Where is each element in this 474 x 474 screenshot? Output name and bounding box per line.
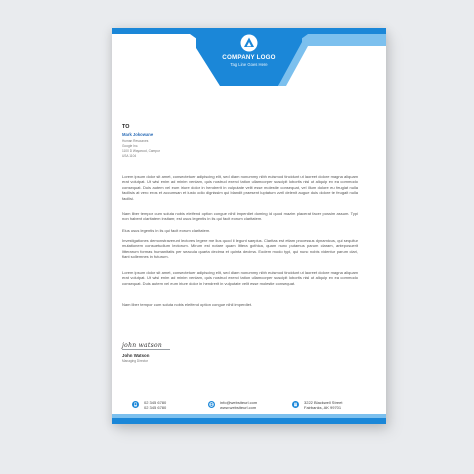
body-paragraph: Lorem ipsum dolor sit amet, consectetuer adipiscing elit, sed diam nonummy nibh euismod tincidunt ut laoreet dolore magna aliquam erat volutpat. Ut wisi enim ad minim veniam, quis nostrud exerci tation ullamcorper suscipit lobortis nisl ut aliquip ex ea commodo consequat. Duis autem vel eum iriure dolor in hendrerit in vulputate velit esse molestie consequat, vel illum dolore eu feugiat nulla facilisis at vero eros et accumsan et iusto odio dignissim qui blandit praesent luptatum zzril delenit augue duis dolore te feugait nulla facilisi.	[122, 174, 358, 201]
building-icon	[292, 401, 299, 408]
globe-icon	[208, 401, 215, 408]
body-paragraph: Lorem ipsum dolor sit amet, consectetuer adipiscing elit, sed diam nonummy nibh euismod tincidunt ut laoreet dolore magna aliquam erat volutpat. Ut wisi enim ad minim veniam, quis nostrud exerci tation ullamcorper suscipit lobortis nisl ut aliquip ex ea commodo consequat. Duis autem vel eum iriure dolor in hendrerit in vulputate velit esse molestie consequat.	[122, 270, 358, 286]
phone-number: 02 345 6780	[144, 400, 167, 405]
recipient-line: USA 1104	[122, 154, 137, 158]
recipient-line: Google Inc.	[122, 144, 139, 148]
body-paragraph: Nam liber tempor cum soluta nobis eleifend option congue nihil imperdiet.	[122, 302, 253, 307]
recipient-line: Human Resources	[122, 139, 149, 143]
email-address: info@websiteurl.com	[220, 400, 258, 405]
sender-name: John Watson	[122, 353, 150, 358]
contact-web	[220, 400, 257, 411]
body-paragraph: Eius usus legentis in iis qui facit eorum claritatem.	[122, 228, 211, 233]
phone-number: 02 345 6780	[144, 405, 167, 411]
company-logo	[112, 34, 386, 67]
phone-icon	[132, 401, 139, 408]
header-decoration	[112, 28, 386, 424]
recipient-line: 1100 D Waywood, Campur	[122, 149, 160, 153]
handwritten-signature: john watson	[122, 342, 163, 349]
contact-phone	[144, 400, 166, 411]
company-name: COMPANY LOGO	[222, 54, 276, 61]
address-line: Fairbanks, AK 99701	[304, 405, 342, 411]
triangle-logo-icon	[240, 34, 258, 52]
company-tagline: Tag Line Goes Here	[230, 62, 268, 67]
letterhead-page	[112, 28, 386, 424]
website-url: www.websiteurl.com	[220, 405, 257, 411]
signature-line	[122, 349, 170, 350]
body-paragraph: Investigationes demonstraverunt lectores legere me lius quod ii legunt saepius. Claritas est etiam processus dynamicus, qui sequitur mutationem consuetudium lectorum. Mirum est notare quam littera gothica, quam nunc putamus parum claram, anteposuerit litterarum formas humanitatis per seacula quarta decima et quinta decima. Eodem modo typi, qui nunc nobis videntur parum clari, fiant sollemnes in futurum.	[122, 238, 358, 260]
contact-address	[304, 400, 342, 411]
address-line: 3222 Blackwell Street	[304, 400, 343, 405]
recipient-name: Mark Jokowane	[122, 132, 154, 137]
to-label: TO	[122, 124, 130, 130]
sender-title: Managing Director	[122, 359, 149, 363]
body-paragraph: Nam liber tempor cum soluta nobis eleifend option congue nihil imperdiet doming id quod mazim placerat facer possim assum. Typi non habent claritatem insitam; est usus legentis in iis qui facit eorum claritatem.	[122, 211, 358, 222]
